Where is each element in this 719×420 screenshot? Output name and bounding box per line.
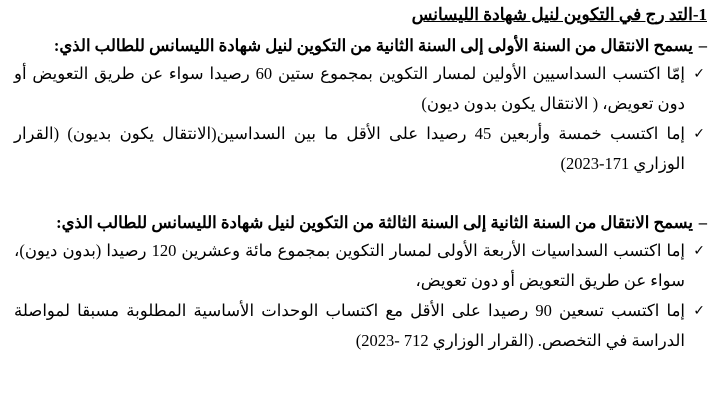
list-item-text: إما اكتسب خمسة وأربعين 45 رصيدا على الأقل ما بين السداسين(الانتقال يكون بديون) (القرار الوزاري 171-2023) [14,124,686,173]
checkmark-icon: ✓ [693,243,705,259]
list-item [14,236,705,296]
section1-intro [14,32,707,59]
list-item [14,59,705,119]
dash-marker: – [698,213,707,232]
checkmark-icon: ✓ [693,126,705,142]
section-spacer [14,179,707,209]
list-item-text: إما اكتسب تسعين 90 رصيدا على الأقل مع اكتساب الوحدات الأساسية المطلوبة مسبقا لمواصلة الدراسة في التخصص. (القرار الوزاري 712 -2023) [14,301,685,350]
list-item-text: إما اكتسب السداسيات الأربعة الأولى لمسار التكوين بمجموع مائة وعشرين 120 رصيدا (بدون ديون)، سواء عن طريق التعويض أو دون تعويض، [14,241,685,290]
section2-intro [14,209,707,236]
list-item [14,296,705,356]
checkmark-icon: ✓ [693,66,705,82]
section-heading: 1-التد رج في التكوين لنيل شهادة الليسانس [411,5,707,24]
checkmark-icon: ✓ [693,303,705,319]
section2-bullet-list [14,236,707,356]
section1-intro-text: يسمح الانتقال من السنة الأولى إلى السنة الثانية من التكوين لنيل شهادة الليسانس للطالب الذي: [53,36,693,55]
list-item-text: إمّا اكتسب السداسيين الأولين لمسار التكوين بمجموع ستين 60 رصيدا سواء عن طريق التعويض أو دون تعويض، ( الانتقال يكون بدون ديون) [14,64,686,113]
list-item [14,119,705,179]
section1-bullet-list [14,59,707,179]
dash-marker: – [698,36,707,55]
section2-intro-text: يسمح الانتقال من السنة الثانية إلى السنة الثالثة من التكوين لنيل شهادة الليسانس للطالب الذي: [56,213,693,232]
